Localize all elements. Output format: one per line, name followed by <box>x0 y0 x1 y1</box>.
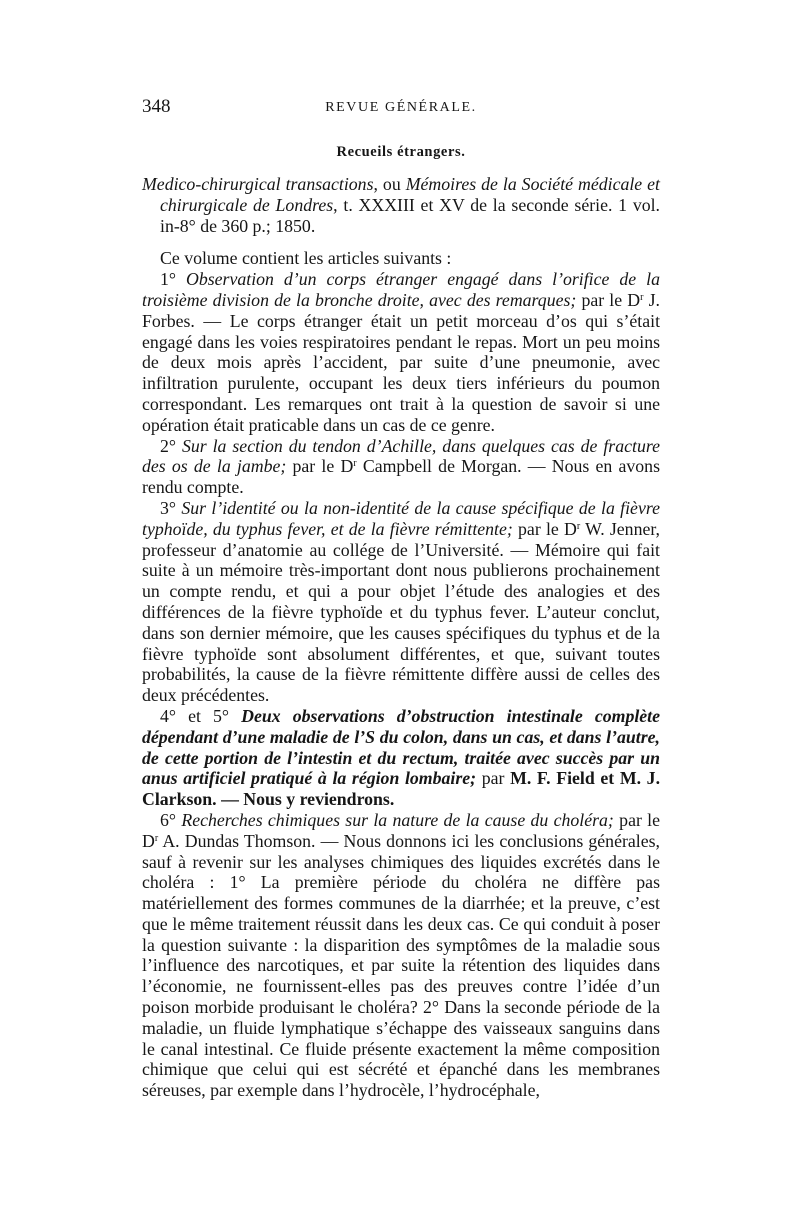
page-number: 348 <box>142 96 171 117</box>
journal-title: REVUE GÉNÉRALE. <box>325 100 477 115</box>
article-author-sup: r <box>154 832 159 844</box>
article-title: Observation d’un corps étranger engagé dans l’orifice de la troisième division de la bronche droite, avec des remarques; <box>142 269 660 310</box>
article-author: A. Dundas Thomson. <box>162 830 316 851</box>
running-head <box>142 96 660 122</box>
article-text: — Nous en avons rendu compte. <box>142 456 660 498</box>
article-2 <box>142 436 660 498</box>
article-text: — Nous donnons ici les conclusions générales, sauf à revenir sur les analyses chimiques des liquides excrétés dans le choléra : 1° La première période du choléra ne diffère pas matériellement des formes communes de la diarrhée; et la preuve, c’est que le même traitement réussit dans les deux cas. Ce qui conduit à poser la question suivante : la disparition des symptômes de la maladie sous l’influence des narcotiques, et par suite la rétention des liquides dans l’économie, ne fournissent-elles pas des preuves contre l’idée d’un poison morbide produisant le choléra? 2° Dans la seconde période de la maladie, un fluide lymphatique s’échappe des vaisseaux sanguins dans le canal intestinal. Ce fluide présente exactement la même composition chimique que celui qui est sécrété et épanché dans les membranes séreuses, par exemple dans l’hydrocèle, l’hydrocéphale, <box>142 830 660 1101</box>
article-author: Campbell de Morgan. <box>362 456 522 477</box>
article-number: 6° <box>160 809 177 830</box>
article-author: W. Jenner, professeur d’anatomie au collége de l’Université. <box>142 518 661 560</box>
intro-text: Ce volume contient les articles suivants : <box>160 248 452 269</box>
article-number: 2° <box>160 435 177 456</box>
section-title: Recueils étrangers. <box>336 144 466 160</box>
article-number: 1° <box>160 269 177 290</box>
article-author-prefix: par le D <box>518 518 577 539</box>
bibliography-entry: Medico-chirurgical transactions, ou Mémoires de la Société médicale et chirurgicale de Londres, t. XXXIII et XV de la seconde série. 1 vol. in-8° de 360 p.; 1850. <box>142 174 660 236</box>
article-author-sup: r <box>353 458 357 470</box>
article-author: J. Forbes. <box>142 289 660 331</box>
article-6 <box>142 810 660 1101</box>
article-title: Sur la section du tendon d’Achille, dans quelques cas de fracture des os de la jambe; <box>142 435 660 477</box>
article-text: — Nous y reviendrons. <box>221 789 395 810</box>
article-number: 4° et 5° <box>160 705 230 726</box>
article-author-sup: r <box>576 520 581 532</box>
article-text: — Le corps étranger était un petit morceau d’os qui s’était engagé dans les voies respiratoires pendant le repas. Mort un peu moins de deux mois après l’accident, par suite d’une pneumonie, avec infiltration purulente, occupant les deux tiers inférieurs du poumon correspondant. Les remarques ont trait à la question de savoir si une opération était praticable dans un cas de ce genre. <box>142 310 661 435</box>
article-1 <box>142 269 660 435</box>
work-details: , t. XXXIII et XV de la seconde série. 1 vol. in-8° de 360 p.; 1850. <box>160 194 660 236</box>
article-author-sup: r <box>640 291 644 303</box>
article-title: Sur l’identité ou la non-identité de la cause spécifique de la fièvre typhoïde, du typhus fever, et de la fièvre rémittente; <box>142 497 660 539</box>
article-author-prefix: par <box>481 768 505 789</box>
work-title: Medico-chirurgical transactions <box>142 174 374 194</box>
article-number: 3° <box>160 497 177 518</box>
article-3 <box>142 498 660 706</box>
article-author-prefix: par le D <box>292 456 354 477</box>
page-body <box>142 174 660 1101</box>
work-title-fr: Mémoires de la Société médicale et chirurgicale de Londres <box>160 174 660 215</box>
article-4-5 <box>142 706 660 810</box>
article-author-prefix: par le D <box>581 289 641 310</box>
article-text: — Mémoire qui fait suite à un mémoire très-important dont nous publierons prochainement un compte rendu, et qui a pour objet l’étude des analogies et des différences de la fièvre typhoïde et du typhus fever. L’auteur conclut, dans son dernier mémoire, que les causes spécifiques du typhus et de la fièvre typhoïde sont absolument différentes, et que, suivant toutes probabilités, la cause de la fièvre rémittente diffère aussi de celles des deux précédentes. <box>142 539 661 706</box>
article-author-prefix: par le D <box>142 809 661 851</box>
article-title: Recherches chimiques sur la nature de la cause du choléra; <box>181 809 614 830</box>
book-page <box>142 96 660 1101</box>
article-author: M. F. Field et M. J. Clarkson. <box>142 768 661 810</box>
article-title: Deux observations d’obstruction intestinale complète dépendant d’une maladie de l’S du colon, dans un cas, et dans l’autre, de cette portion de l’intestin et du rectum, traitée avec succès par un anus artificiel pratiqué à la région lombaire; <box>142 705 660 789</box>
